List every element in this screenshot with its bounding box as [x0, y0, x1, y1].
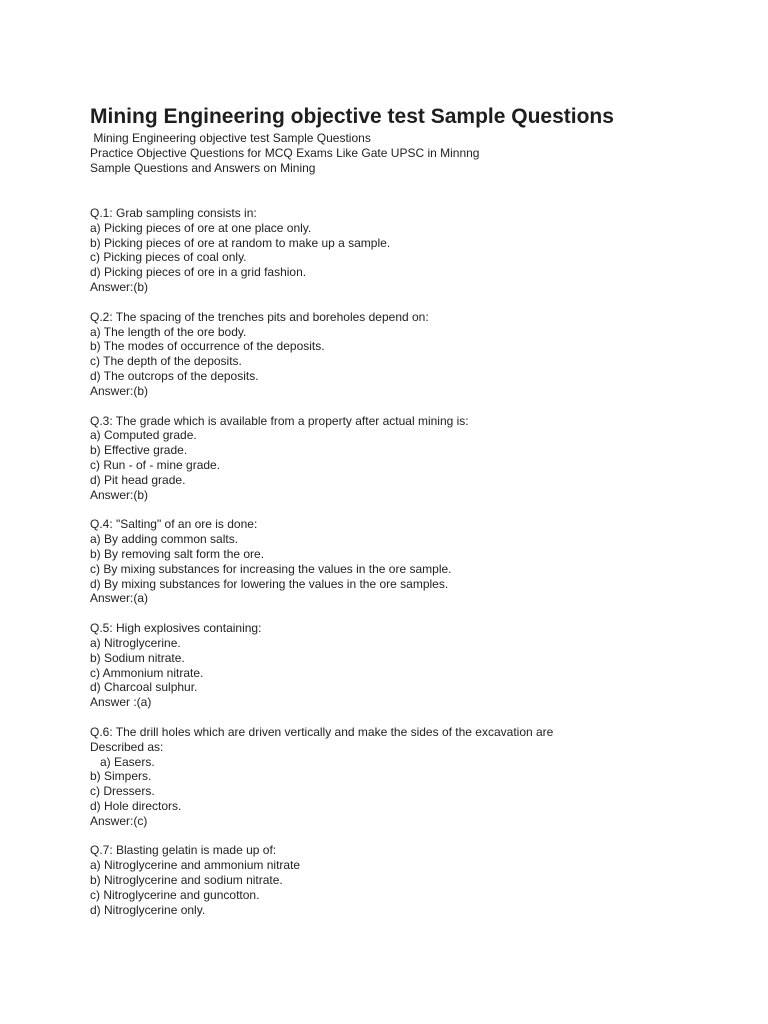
intro-line: Sample Questions and Answers on Mining: [90, 161, 316, 175]
answer: Answer :(a): [90, 695, 152, 710]
option: a) Nitroglycerine and ammonium nitrate: [90, 858, 301, 873]
option: b) Effective grade.: [90, 443, 188, 458]
option: d) Picking pieces of ore in a grid fashion.: [90, 265, 307, 280]
question-text: Q.3: The grade which is available from a property after actual mining is:: [90, 413, 469, 428]
document-intro: [90, 131, 728, 176]
document-title: Mining Engineering objective test Sample Questions: [90, 105, 614, 128]
option: b) Nitroglycerine and sodium nitrate.: [90, 873, 283, 888]
question-text: Q.2: The spacing of the trenches pits and boreholes depend on:: [90, 309, 429, 324]
option: c) Dressers.: [90, 784, 155, 799]
question-5: [90, 621, 728, 710]
option: d) By mixing substances for lowering the values in the ore samples.: [90, 576, 449, 591]
option: d) The outcrops of the deposits.: [90, 368, 259, 383]
option: d) Hole directors.: [90, 798, 182, 813]
option: b) Picking pieces of ore at random to make up a sample.: [90, 235, 391, 250]
answer: Answer:(b): [90, 279, 149, 294]
answer: Answer:(b): [90, 383, 149, 398]
answer: Answer:(b): [90, 487, 149, 502]
option: c) Picking pieces of coal only.: [90, 250, 247, 265]
question-list: [90, 206, 728, 917]
option: c) Nitroglycerine and guncotton.: [90, 887, 260, 902]
option: d) Pit head grade.: [90, 472, 186, 487]
question-text: Q.6: The drill holes which are driven vertically and make the sides of the excavation are: [90, 724, 554, 739]
option: c) By mixing substances for increasing the values in the ore sample.: [90, 561, 452, 576]
option: d) Nitroglycerine only.: [90, 902, 206, 917]
question-1: [90, 206, 728, 295]
option: d) Charcoal sulphur.: [90, 680, 198, 695]
question-text: Q.1: Grab sampling consists in:: [90, 206, 257, 220]
option: a) The length of the ore body.: [90, 324, 247, 339]
option: b) Sodium nitrate.: [90, 650, 185, 665]
option: a) Nitroglycerine.: [90, 635, 181, 650]
option: c) Ammonium nitrate.: [90, 665, 204, 680]
option: b) The modes of occurrence of the deposits.: [90, 339, 325, 354]
option: c) The depth of the deposits.: [90, 354, 242, 369]
option: a) Easers.: [90, 754, 155, 769]
answer: Answer:(c): [90, 813, 148, 828]
question-3: [90, 414, 728, 503]
question-text-continued: Described as:: [90, 739, 164, 754]
option: a) Picking pieces of ore at one place only.: [90, 220, 312, 235]
answer: Answer:(a): [90, 591, 149, 606]
question-4: [90, 517, 728, 606]
option: a) Computed grade.: [90, 428, 197, 443]
option: a) By adding common salts.: [90, 532, 239, 547]
question-text: Q.7: Blasting gelatin is made up of:: [90, 843, 277, 858]
question-2: [90, 310, 728, 399]
question-text: Q.5: High explosives containing:: [90, 621, 262, 636]
question-text: Q.4: "Salting" of an ore is done:: [90, 517, 258, 532]
question-6: [90, 725, 728, 829]
intro-line: Mining Engineering objective test Sample Questions: [90, 131, 371, 145]
option: b) By removing salt form the ore.: [90, 546, 265, 561]
question-7: [90, 843, 728, 917]
option: b) Simpers.: [90, 769, 152, 784]
intro-line: Practice Objective Questions for MCQ Exams Like Gate UPSC in Minnng: [90, 146, 480, 160]
option: c) Run - of - mine grade.: [90, 457, 221, 472]
